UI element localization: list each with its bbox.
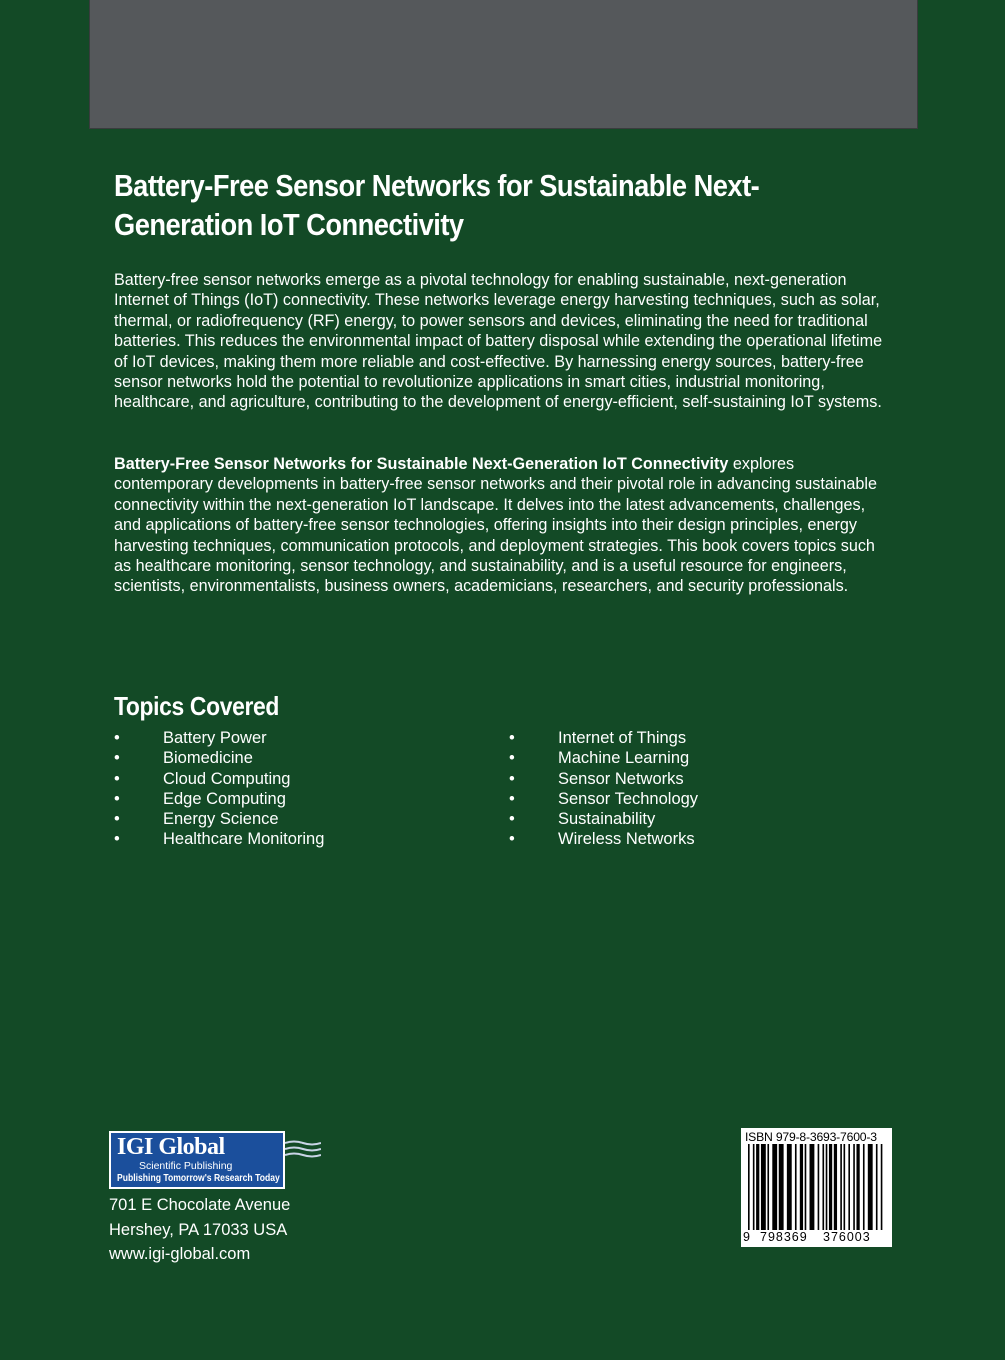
- igi-global-logo: [109, 1131, 285, 1189]
- list-item: [114, 728, 324, 748]
- topic-label: Sustainability: [558, 810, 656, 829]
- bullet: •: [114, 769, 120, 788]
- bullet: •: [114, 830, 120, 849]
- bullet: •: [114, 789, 120, 808]
- barcode-bar: [863, 1144, 865, 1230]
- book-title: Battery-Free Sensor Networks for Sustainable Next-Generation IoT Connectivity: [114, 168, 760, 242]
- barcode-digits-left: 798369: [760, 1230, 808, 1244]
- topic-label: Machine Learning: [558, 749, 690, 768]
- topics-list-right: [509, 728, 698, 850]
- list-item: [114, 789, 324, 809]
- barcode-bar: [829, 1144, 832, 1230]
- list-item: [509, 769, 698, 789]
- topic-label: Wireless Networks: [558, 830, 695, 849]
- address-street: 701 E Chocolate Avenue: [109, 1196, 291, 1214]
- cover-image-panel: [90, 0, 917, 128]
- description-paragraph-1: Battery-free sensor networks emerge as a pivotal technology for enabling sustainable, next-generation Internet of Things (IoT) connectivity. These networks leverage energy harvesting techniques, such as solar, thermal, or radiofrequency (RF) energy, to power sensors and devices, eliminating the need for traditional batteries. This reduces the environmental impact of battery disposal while extending the operational lifetime of IoT devices, making them more reliable and cost-effective. By harnessing energy sources, battery-free sensor networks hold the potential to revolutionize applications in smart cities, industrial monitoring, healthcare, and agriculture, contributing to the development of energy-efficient, self-sustaining IoT systems.: [114, 271, 883, 412]
- address-city: Hershey, PA 17033 USA: [109, 1220, 288, 1239]
- logo-subtitle: Scientific Publishing: [139, 1160, 233, 1172]
- barcode-bar: [761, 1144, 766, 1230]
- barcode-bars: [748, 1144, 886, 1232]
- barcode-bar: [818, 1144, 820, 1230]
- barcode-bar: [800, 1144, 803, 1230]
- barcode-bar: [848, 1144, 850, 1230]
- isbn-label: ISBN 979-8-3693-7600-3: [745, 1130, 877, 1144]
- publisher-website: www.igi-global.com: [109, 1245, 251, 1263]
- barcode-bar: [876, 1144, 878, 1230]
- topics-heading: Topics Covered: [114, 691, 280, 721]
- list-item: [509, 748, 698, 768]
- barcode-bar: [881, 1144, 883, 1230]
- topic-label: Sensor Networks: [558, 769, 684, 788]
- barcode-bar: [868, 1144, 873, 1230]
- barcode-bar: [856, 1144, 859, 1230]
- logo-name: IGI Global: [117, 1134, 225, 1160]
- bullet: •: [509, 769, 515, 788]
- barcode-bar: [840, 1144, 842, 1230]
- barcode-bar: [826, 1144, 828, 1230]
- bullet: •: [114, 749, 120, 768]
- topic-label: Biomedicine: [163, 749, 253, 768]
- publisher-address: [109, 1193, 290, 1267]
- topic-label: Internet of Things: [558, 729, 687, 747]
- barcode-bar: [805, 1144, 807, 1230]
- barcode-bar: [853, 1144, 855, 1230]
- bullet: •: [114, 810, 120, 829]
- list-item: [509, 809, 698, 829]
- topics-list-left: [114, 728, 324, 850]
- list-item: [114, 769, 324, 789]
- barcode-bar: [748, 1144, 750, 1230]
- isbn-barcode: [741, 1128, 892, 1247]
- list-item: [509, 789, 698, 809]
- bullet: •: [509, 789, 515, 808]
- bullet: •: [509, 810, 515, 829]
- barcode-bar: [779, 1144, 784, 1230]
- bullet: •: [509, 729, 515, 747]
- list-item: [509, 829, 698, 849]
- topic-label: Edge Computing: [163, 789, 286, 808]
- description-paragraph-2: [114, 454, 886, 597]
- topic-label: Sensor Technology: [558, 789, 699, 808]
- barcode-bar: [787, 1144, 792, 1230]
- topic-label: Energy Science: [163, 810, 279, 829]
- barcode-bar: [753, 1144, 755, 1230]
- barcode-digits-right: 376003: [823, 1230, 871, 1244]
- bullet: •: [509, 749, 515, 768]
- barcode-bar: [795, 1144, 797, 1230]
- list-item: [114, 809, 324, 829]
- barcode-digit-first: 9: [743, 1230, 750, 1244]
- barcode-bar: [810, 1144, 815, 1230]
- barcode-bar: [756, 1144, 759, 1230]
- description-book-title: Battery-Free Sensor Networks for Sustainable Next-Generation IoT Connectivity: [114, 455, 729, 473]
- logo-waves-icon: [285, 1140, 321, 1162]
- description-paragraph-2-text: explores contemporary developments in battery-free sensor networks and their pivotal role in advancing sustainable connectivity within the next-generation IoT landscape. It delves into the latest advancements, challenges, and applications of battery-free sensor technologies, offering insights into their design principles, energy harvesting techniques, communication protocols, and deployment strategies. This book covers topics such as healthcare monitoring, sensor technology, and sustainability, and is a useful resource for engineers, scientists, environmentalists, business owners, academicians, researchers, and security professionals.: [114, 455, 878, 596]
- list-item: [114, 829, 324, 849]
- list-item: [509, 728, 698, 748]
- bullet: •: [114, 729, 120, 747]
- topic-label: Battery Power: [163, 729, 267, 747]
- logo-tagline: Publishing Tomorrow's Research Today: [117, 1173, 280, 1184]
- barcode-bar: [767, 1144, 769, 1230]
- barcode-bar: [844, 1144, 846, 1230]
- barcode-bar: [772, 1144, 777, 1230]
- list-item: [114, 748, 324, 768]
- topic-label: Cloud Computing: [163, 769, 291, 788]
- barcode-bar: [834, 1144, 837, 1230]
- topic-label: Healthcare Monitoring: [163, 830, 325, 849]
- bullet: •: [509, 830, 515, 849]
- barcode-bar: [822, 1144, 824, 1230]
